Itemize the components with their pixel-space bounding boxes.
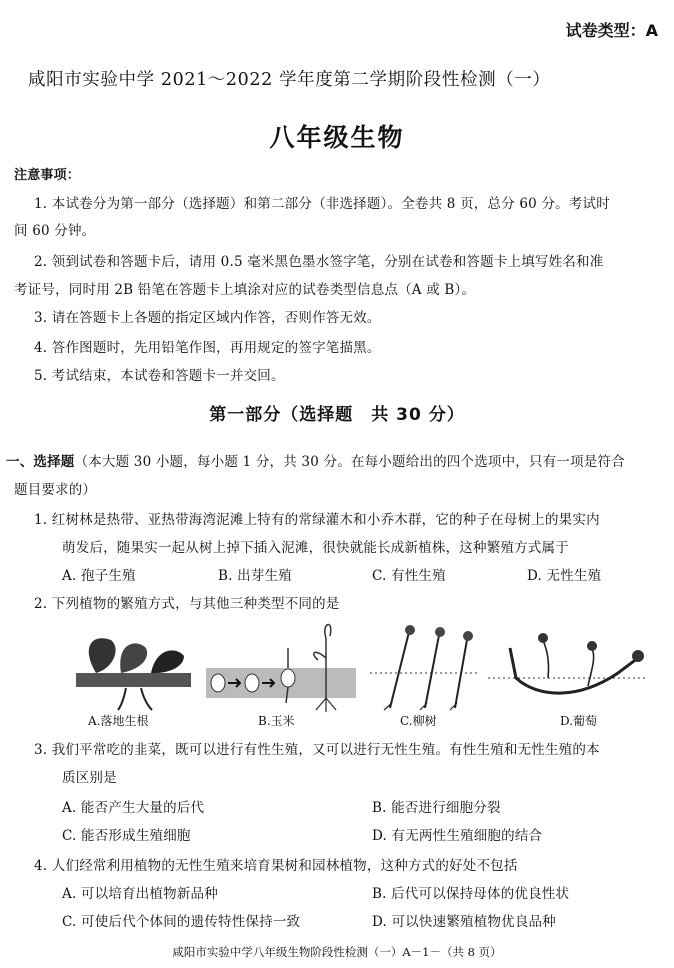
figure-a-caption: A.落地生根 [88, 714, 149, 728]
note-item: 间 60 分钟。 [14, 223, 96, 239]
figure-d-caption: D.葡萄 [560, 714, 598, 728]
figure-a-plant [66, 618, 196, 728]
question-3-stem-cont: 质区别是 [62, 770, 117, 786]
figure-d-grape [488, 618, 648, 728]
subject-title: 八年级生物 [269, 123, 405, 152]
question-4-option-b: B. 后代可以保持母体的优良性状 [372, 886, 570, 902]
question-1-option-a: A. 孢子生殖 [62, 568, 136, 584]
question-1-stem: 1. 红树林是热带、亚热带海湾泥滩上特有的常绿灌木和小乔木群，它的种子在母树上的果实内 [34, 512, 600, 528]
corn-germination-icon [206, 618, 356, 713]
figure-b-corn [206, 618, 356, 728]
question-1-stem-cont: 萌发后，随果实一起从树上掉下插入泥滩，很快就能长成新植株，这种繁殖方式属于 [62, 540, 569, 556]
paper-type-label: 试卷类型：A [565, 21, 658, 40]
section-desc-cont: 题目要求的） [14, 482, 97, 498]
note-item: 考证号，同时用 2B 铅笔在答题卡上填涂对应的试卷类型信息点（A 或 B）。 [14, 282, 476, 298]
figure-b-caption: B.玉米 [258, 714, 295, 728]
question-3-option-d: D. 有无两性生殖细胞的结合 [372, 828, 543, 844]
question-1-option-c: C. 有性生殖 [372, 568, 446, 584]
section-label: 一、选择题 [6, 454, 75, 470]
note-item: 5. 考试结束，本试卷和答题卡一并交回。 [34, 368, 285, 384]
figure-c-willow [370, 618, 480, 728]
question-2-stem: 2. 下列植物的繁殖方式，与其他三种类型不同的是 [34, 596, 340, 612]
notes-heading: 注意事项： [14, 168, 81, 183]
question-1-option-b: B. 出芽生殖 [218, 568, 292, 584]
question-3-stem: 3. 我们平常吃的韭菜，既可以进行有性生殖，又可以进行无性生殖。有性生殖和无性生殖的本 [34, 742, 600, 758]
question-1-option-d: D. 无性生殖 [527, 568, 602, 584]
question-3-option-c: C. 能否形成生殖细胞 [62, 828, 191, 844]
note-item: 2. 领到试卷和答题卡后，请用 0.5 毫米黑色墨水签字笔，分别在试卷和答题卡上填写姓名和准 [34, 254, 604, 270]
note-item: 3. 请在答题卡上各题的指定区域内作答，否则作答无效。 [34, 310, 381, 326]
willow-cutting-icon [370, 618, 480, 713]
leaf-plantlet-icon [66, 618, 196, 713]
question-3-option-a: A. 能否产生大量的后代 [62, 800, 205, 816]
figure-c-caption: C.柳树 [400, 714, 437, 728]
question-4-option-d: D. 可以快速繁殖植物优良品种 [372, 914, 556, 930]
page-footer: 咸阳市实验中学八年级生物阶段性检测（一）A－1－（共 8 页） [172, 945, 502, 959]
grape-layering-icon [488, 618, 648, 713]
question-4-stem: 4. 人们经常利用植物的无性生殖来培育果树和园林植物，这种方式的好处不包括 [34, 858, 518, 874]
question-3-option-b: B. 能否进行细胞分裂 [372, 800, 501, 816]
note-item: 4. 答作图题时，先用铅笔作图，再用规定的签字笔描黑。 [34, 340, 381, 356]
section-desc: （本大题 30 小题，每小题 1 分，共 30 分。在每小题给出的四个选项中，只有一项是符合 [74, 454, 625, 470]
section-header [6, 450, 625, 470]
question-4-option-c: C. 可使后代个体间的遗传特性保持一致 [62, 914, 301, 930]
question-4-option-a: A. 可以培育出植物新品种 [62, 886, 218, 902]
school-title: 咸阳市实验中学 2021～2022 学年度第二学期阶段性检测（一） [28, 70, 551, 90]
part-title: 第一部分（选择题 共 30 分） [209, 405, 465, 425]
note-item: 1. 本试卷分为第一部分（选择题）和第二部分（非选择题）。全卷共 8 页，总分 60 分。考试时 [34, 196, 610, 212]
